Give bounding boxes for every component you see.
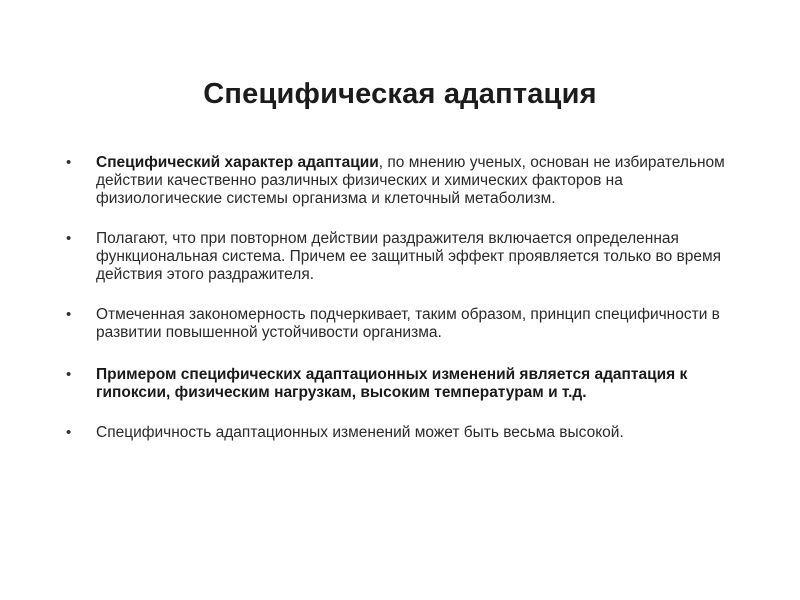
- bullet-list: [60, 154, 740, 464]
- slide-title: Специфическая адаптация: [203, 78, 597, 110]
- bullet-marker: •: [66, 424, 72, 441]
- bullet-text: Полагают, что при повторном действии раздражителя включается определенная функциональная система. Причем ее защитный эффект проявляется только во время действия этого раздражителя.: [96, 230, 722, 283]
- bullet-text: , по мнению ученых, основан не избирательном действии качественно различных физических и химических факторов на физиологические системы организма и клеточный метаболизм.: [96, 154, 725, 207]
- bullet-item-4: [60, 366, 740, 402]
- bullet-item-2: [60, 230, 740, 284]
- bullet-marker: •: [66, 154, 72, 171]
- bullet-text: Специфичность адаптационных изменений может быть весьма высокой.: [96, 424, 624, 441]
- bullet-item-1: [60, 154, 740, 208]
- bullet-item-3: [60, 306, 740, 342]
- bullet-marker: •: [66, 306, 72, 323]
- bullet-marker: •: [66, 230, 72, 247]
- bullet-marker: •: [66, 366, 72, 383]
- bullet-bold-text: Примером специфических адаптационных изменений является адаптация к гипоксии, физическим нагрузкам, высоким температурам и т.д.: [96, 366, 688, 401]
- bullet-text: Отмеченная закономерность подчеркивает, таким образом, принцип специфичности в развитии повышенной устойчивости организма.: [96, 306, 720, 341]
- bullet-bold-lead: Специфический характер адаптации: [96, 154, 379, 171]
- bullet-item-5: [60, 424, 740, 442]
